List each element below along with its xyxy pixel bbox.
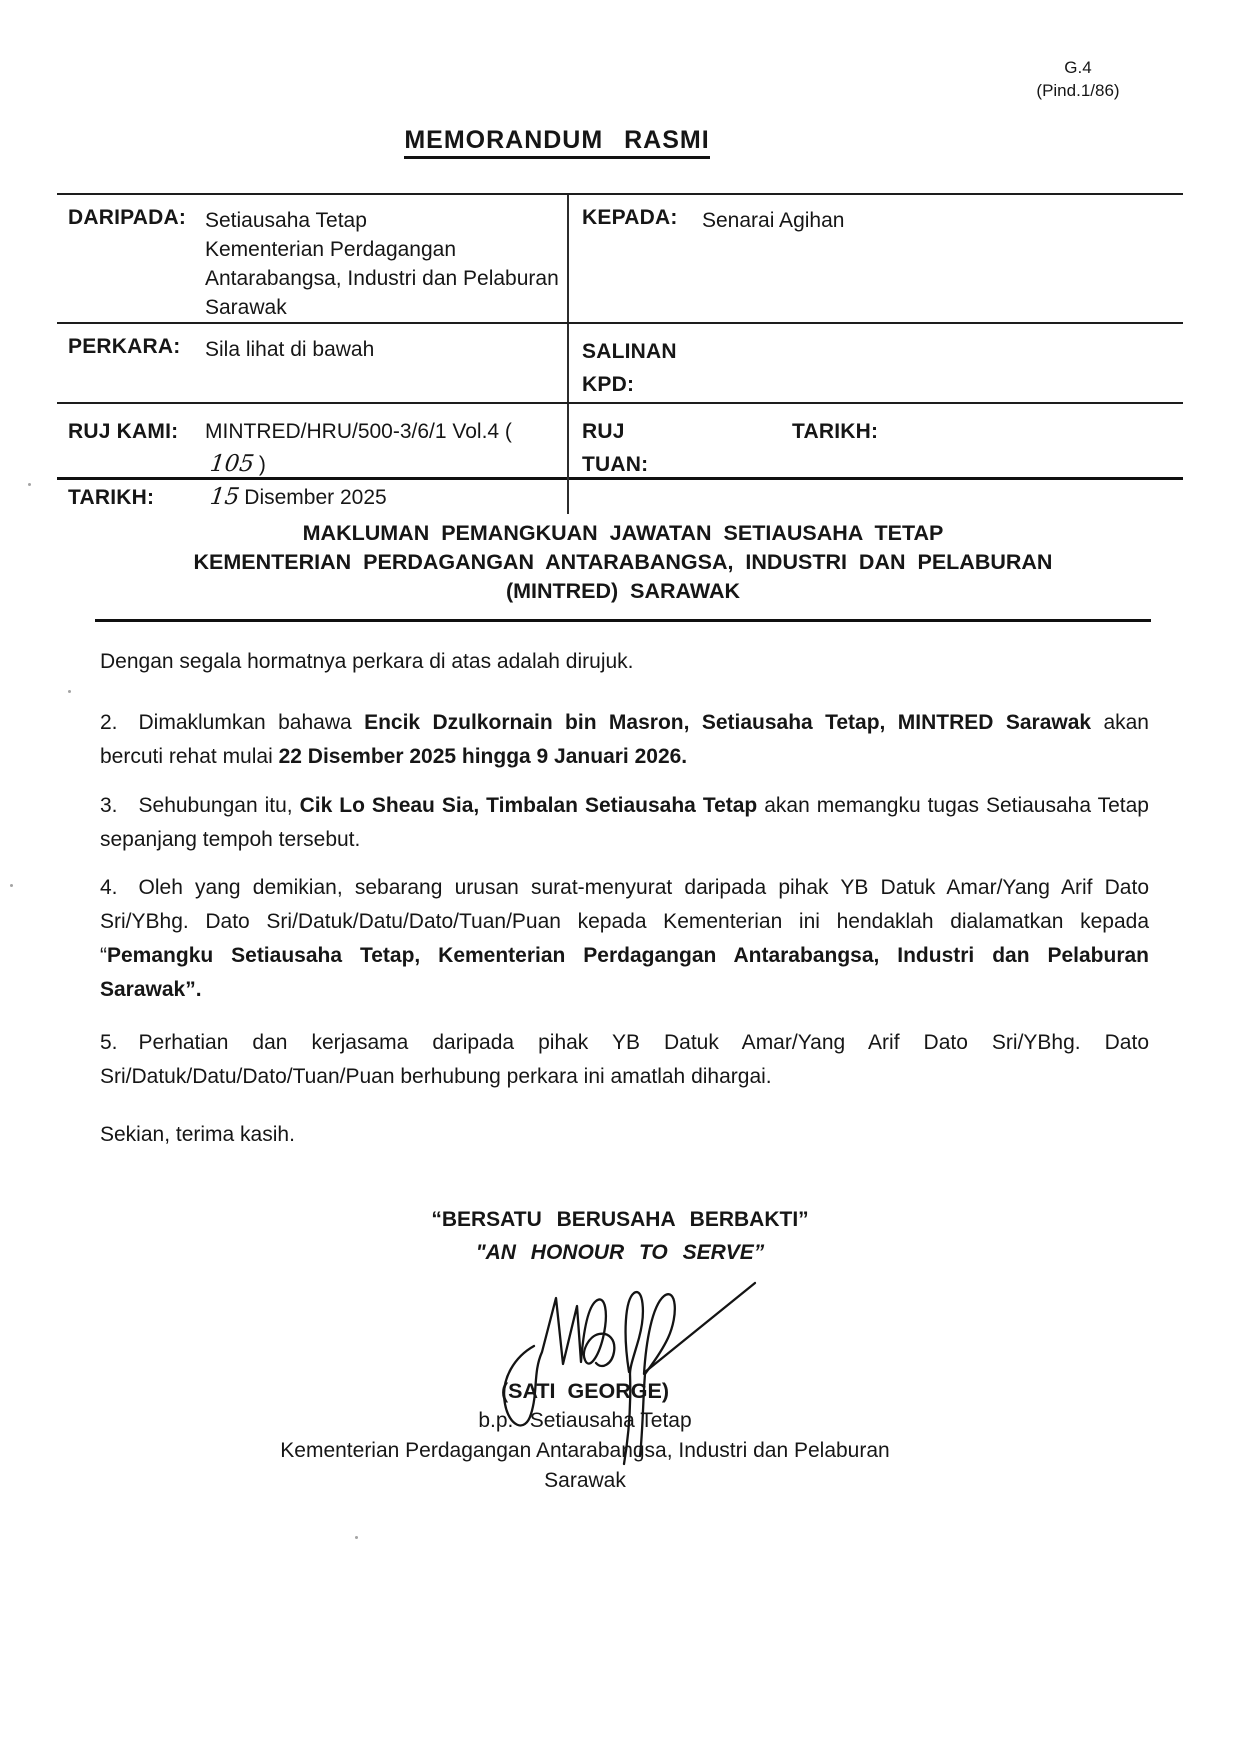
daripada-line: Setiausaha Tetap bbox=[205, 209, 367, 232]
kepada-label: KEPADA: bbox=[582, 206, 678, 229]
subject-line2: KEMENTERIAN PERDAGANGAN ANTARABANGSA, INDUSTRI DAN PELABURAN bbox=[193, 550, 1053, 574]
kepada-value: Senarai Agihan bbox=[702, 209, 845, 232]
paragraph-closing: Sekian, terima kasih. bbox=[100, 1123, 295, 1146]
ruj-tuan-cell bbox=[567, 404, 1183, 514]
perkara-cell bbox=[57, 324, 567, 402]
perkara-label: PERKARA: bbox=[68, 335, 181, 358]
signature-block bbox=[60, 1376, 1110, 1496]
paragraph-3: 3. Sehubungan itu, Cik Lo Sheau Sia, Timbalan Setiausaha Tetap akan memangku tugas Setiausaha Tetap sepanjang tempoh tersebut. bbox=[100, 794, 1149, 851]
scan-speck bbox=[28, 483, 31, 486]
kepada-cell bbox=[567, 195, 1183, 322]
motto-block bbox=[95, 1203, 1145, 1269]
salinan-label-line1: SALINAN bbox=[582, 340, 677, 363]
motto-line2: "AN HONOUR TO SERVE” bbox=[475, 1241, 765, 1264]
salinan-cell bbox=[567, 324, 1183, 402]
scan-speck bbox=[10, 884, 13, 887]
table-row-ruj-tarikh bbox=[57, 402, 1183, 510]
tarikh-right-label: TARIKH: bbox=[792, 420, 879, 443]
scan-speck bbox=[355, 1536, 358, 1539]
tarikh-label: TARIKH: bbox=[68, 486, 155, 509]
ruj-kami-label: RUJ KAMI: bbox=[68, 420, 179, 443]
form-code-block bbox=[1008, 56, 1148, 102]
perkara-value: Sila lihat di bawah bbox=[205, 338, 375, 361]
signatory-name: (SATI GEORGE) bbox=[500, 1379, 670, 1403]
signatory-org-line2: Sarawak bbox=[544, 1469, 626, 1492]
table-row-daripada-kepada bbox=[57, 195, 1183, 322]
paragraph-salutation: Dengan segala hormatnya perkara di atas adalah dirujuk. bbox=[100, 650, 634, 673]
ruj-kami-value: MINTRED/HRU/500-3/6/1 Vol.4 (105 ) bbox=[205, 415, 561, 481]
salinan-label-line2: KPD: bbox=[582, 373, 635, 396]
signatory-org-line1: Kementerian Perdagangan Antarabangsa, Industri dan Pelaburan bbox=[280, 1439, 890, 1462]
handwritten-day: 15 bbox=[208, 484, 241, 510]
scan-speck bbox=[68, 690, 71, 693]
paragraph-4: 4. Oleh yang demikian, sebarang urusan surat-menyurat daripada pihak YB Datuk Amar/Yang Arif Dato Sri/YBhg. Dato Sri/Datuk/Datu/Dato/Tuan/Puan kepada Kementerian ini hendaklah dialamatkan kepada “Pemangku Setiausaha Tetap, Kementerian Perdagangan Antarabangsa, Industri dan Pelaburan Sarawak”. bbox=[100, 876, 1149, 1001]
subject-line1: MAKLUMAN PEMANGKUAN JAWATAN SETIAUSAHA TETAP bbox=[302, 521, 944, 545]
subject-heading bbox=[95, 519, 1151, 622]
ruj-tuan-label-line2: TUAN: bbox=[582, 453, 649, 476]
paragraph-2: 2. Dimaklumkan bahawa Encik Dzulkornain bin Masron, Setiausaha Tetap, MINTRED Sarawak akan bercuti rehat mulai 22 Disember 2025 hingga 9 Januari 2026. bbox=[100, 711, 1149, 768]
form-revision: (Pind.1/86) bbox=[1036, 81, 1120, 100]
ruj-kami-cell bbox=[57, 404, 567, 514]
paragraph-5: 5. Perhatian dan kerjasama daripada pihak YB Datuk Amar/Yang Arif Dato Sri/YBhg. Dato Sri/Datuk/Datu/Dato/Tuan/Puan berhubung perkara ini amatlah dihargai. bbox=[100, 1031, 1149, 1088]
ruj-tuan-label-line1: RUJ bbox=[582, 420, 625, 443]
table-row-perkara-salinan bbox=[57, 322, 1183, 402]
subject-line3: (MINTRED) SARAWAK bbox=[505, 579, 741, 603]
page-title: MEMORANDUM RASMI bbox=[404, 126, 709, 159]
tarikh-value: 15 Disember 2025 bbox=[205, 481, 561, 514]
daripada-line: Sarawak bbox=[205, 296, 287, 319]
memo-header-table bbox=[57, 193, 1183, 510]
motto-line1: “BERSATU BERUSAHA BERBAKTI” bbox=[431, 1208, 809, 1231]
handwritten-ref-number: 105 bbox=[208, 451, 256, 477]
signatory-pp-line: b.p. Setiausaha Tetap bbox=[478, 1409, 692, 1432]
daripada-value bbox=[205, 206, 561, 322]
form-code: G.4 bbox=[1064, 58, 1092, 77]
daripada-label: DARIPADA: bbox=[68, 206, 187, 229]
daripada-line: Kementerian Perdagangan bbox=[205, 238, 457, 261]
daripada-line: Antarabangsa, Industri dan Pelaburan bbox=[205, 267, 559, 290]
page-title-wrap bbox=[0, 126, 1114, 155]
daripada-cell bbox=[57, 195, 567, 322]
